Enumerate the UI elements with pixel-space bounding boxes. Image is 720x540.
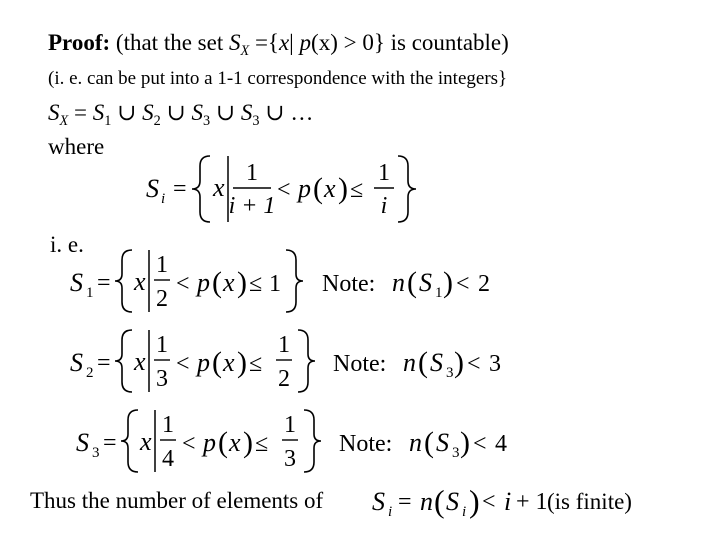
p-func: p xyxy=(197,268,210,297)
p-func: p xyxy=(203,428,216,457)
statement-post: is countable) xyxy=(384,30,509,55)
note-set: S xyxy=(430,348,443,377)
union-ellipsis: … xyxy=(290,100,314,125)
less-equal: ≤ xyxy=(249,351,263,377)
upper-fraction-num: 1 xyxy=(278,332,290,358)
right-brace xyxy=(304,410,321,472)
less-than: < xyxy=(277,177,291,203)
union-eq: = xyxy=(68,100,93,125)
left-brace xyxy=(115,250,132,312)
left-paren: ( xyxy=(212,346,222,379)
is-finite: (is finite) xyxy=(547,489,632,514)
case-s2 xyxy=(66,324,526,402)
right-brace xyxy=(298,330,315,392)
case-s3 xyxy=(72,404,532,482)
set-subscript: X xyxy=(240,42,250,59)
upper-fraction-num: 1 xyxy=(378,160,390,186)
note-value: 4 xyxy=(495,431,507,457)
proof-statement xyxy=(48,30,509,59)
p-argument: x xyxy=(229,428,241,457)
x-var: x xyxy=(134,267,146,296)
p-func: p xyxy=(298,174,311,203)
less-than: < xyxy=(176,351,190,377)
right-brace xyxy=(286,250,303,312)
upper-fraction-num: 1 xyxy=(284,412,296,438)
set-def-open: ={ xyxy=(249,30,279,55)
set-subscript: i xyxy=(388,504,393,520)
note-n: n xyxy=(403,348,416,377)
note-left-paren: ( xyxy=(418,346,428,379)
conclusion-formula xyxy=(368,482,668,522)
statement-pre: (that the set xyxy=(115,30,229,55)
lower-fraction-num: 1 xyxy=(162,412,174,438)
p-argument: x xyxy=(223,268,235,297)
left-paren: ( xyxy=(218,426,228,459)
equals-sign: = xyxy=(173,176,187,202)
union-term: S xyxy=(92,100,105,125)
note-subscript: 3 xyxy=(446,365,454,381)
union-lhs: S xyxy=(48,100,60,125)
note-right-paren: ) xyxy=(443,266,453,299)
right-paren: ) xyxy=(469,483,480,519)
note-subscript: 1 xyxy=(435,285,443,301)
union-term-sub: 2 xyxy=(153,112,161,129)
less-than: < xyxy=(182,431,196,457)
union-term-sub: 1 xyxy=(104,112,112,129)
upper-fraction-den: i xyxy=(380,193,388,219)
note-less-than: < xyxy=(456,271,470,297)
union-cup: ∪ xyxy=(111,100,143,125)
set-symbol: S xyxy=(76,428,89,457)
note-value: 2 xyxy=(478,271,490,297)
inner-subscript: i xyxy=(462,504,467,520)
lower-fraction-num: 1 xyxy=(156,252,168,278)
upper-fraction-den: 2 xyxy=(278,366,290,392)
equals-sign: = xyxy=(103,430,117,456)
less-equal: ≤ xyxy=(350,177,364,203)
x-var: x xyxy=(213,173,225,202)
set-subscript: 2 xyxy=(86,365,94,381)
note-less-than: < xyxy=(473,431,487,457)
note-label: Note: xyxy=(333,351,387,377)
union-term-sub: 3 xyxy=(252,112,260,129)
note-right-paren: ) xyxy=(454,346,464,379)
upper-value: 1 xyxy=(269,271,281,297)
ie-label: i. e. xyxy=(50,232,84,257)
note-n: n xyxy=(392,268,405,297)
less-equal: ≤ xyxy=(249,271,263,297)
equals-sign: = xyxy=(398,489,412,515)
left-brace xyxy=(115,330,132,392)
case-s1 xyxy=(66,244,506,318)
left-paren: ( xyxy=(434,483,445,519)
note-n: n xyxy=(409,428,422,457)
lower-fraction-den: 4 xyxy=(162,446,174,472)
upper-fraction-den: 3 xyxy=(284,446,296,472)
note-less-than: < xyxy=(467,351,481,377)
right-paren: ) xyxy=(237,266,247,299)
inner-set: S xyxy=(446,487,459,516)
lower-fraction-num: 1 xyxy=(156,332,168,358)
union-term-sub: 3 xyxy=(203,112,211,129)
union-cup: ∪ xyxy=(259,100,291,125)
union-cup: ∪ xyxy=(210,100,241,125)
lower-fraction-num: 1 xyxy=(246,160,258,186)
set-subscript: 1 xyxy=(86,285,94,301)
left-brace xyxy=(121,410,138,472)
conclusion-text: Thus the number of elements of xyxy=(30,488,324,513)
p-func: p xyxy=(299,30,312,55)
set-subscript: i xyxy=(161,191,166,207)
set-symbol: S xyxy=(228,30,241,55)
proof-label: Proof: xyxy=(48,30,111,55)
less-than: < xyxy=(176,271,190,297)
note-left-paren: ( xyxy=(407,266,417,299)
p-argument: x xyxy=(223,348,235,377)
set-symbol: S xyxy=(146,174,159,203)
right-paren: ) xyxy=(338,172,348,205)
note-left-paren: ( xyxy=(424,426,434,459)
p-arg: (x) xyxy=(311,30,338,55)
gt-zero: > 0} xyxy=(337,30,385,55)
n-func: n xyxy=(420,487,433,516)
i-var: i xyxy=(504,487,512,516)
set-symbol: S xyxy=(70,268,83,297)
left-paren: ( xyxy=(212,266,222,299)
general-set-definition xyxy=(140,150,420,230)
bar: | xyxy=(289,30,300,55)
x-var: x xyxy=(140,427,152,456)
note-subscript: 3 xyxy=(452,445,460,461)
x-var: x xyxy=(278,30,290,55)
union-equation xyxy=(48,100,314,129)
ie-note: (i. e. can be put into a 1-1 correspondence with the integers} xyxy=(48,68,508,89)
note-set: S xyxy=(436,428,449,457)
x-var: x xyxy=(134,347,146,376)
note-set: S xyxy=(419,268,432,297)
left-paren: ( xyxy=(313,172,323,205)
p-argument: x xyxy=(324,174,336,203)
note-label: Note: xyxy=(339,431,393,457)
plus-one: + 1 xyxy=(516,489,548,515)
left-brace xyxy=(192,156,210,222)
union-term: S xyxy=(191,100,204,125)
less-than: < xyxy=(482,489,496,515)
right-brace xyxy=(398,156,416,222)
set-symbol: S xyxy=(372,487,385,516)
equals-sign: = xyxy=(97,270,111,296)
union-cup: ∪ xyxy=(160,100,192,125)
union-lhs-sub: X xyxy=(59,112,69,129)
less-equal: ≤ xyxy=(255,431,269,457)
lower-fraction-den: 2 xyxy=(156,286,168,312)
lower-fraction-den: i + 1 xyxy=(228,193,276,219)
where-label: where xyxy=(48,134,105,159)
note-label: Note: xyxy=(322,271,376,297)
union-term: S xyxy=(240,100,253,125)
right-paren: ) xyxy=(243,426,253,459)
equals-sign: = xyxy=(97,350,111,376)
set-subscript: 3 xyxy=(92,445,100,461)
set-symbol: S xyxy=(70,348,83,377)
right-paren: ) xyxy=(237,346,247,379)
lower-fraction-den: 3 xyxy=(156,366,168,392)
p-func: p xyxy=(197,348,210,377)
note-value: 3 xyxy=(489,351,501,377)
union-term: S xyxy=(142,100,154,125)
note-right-paren: ) xyxy=(460,426,470,459)
